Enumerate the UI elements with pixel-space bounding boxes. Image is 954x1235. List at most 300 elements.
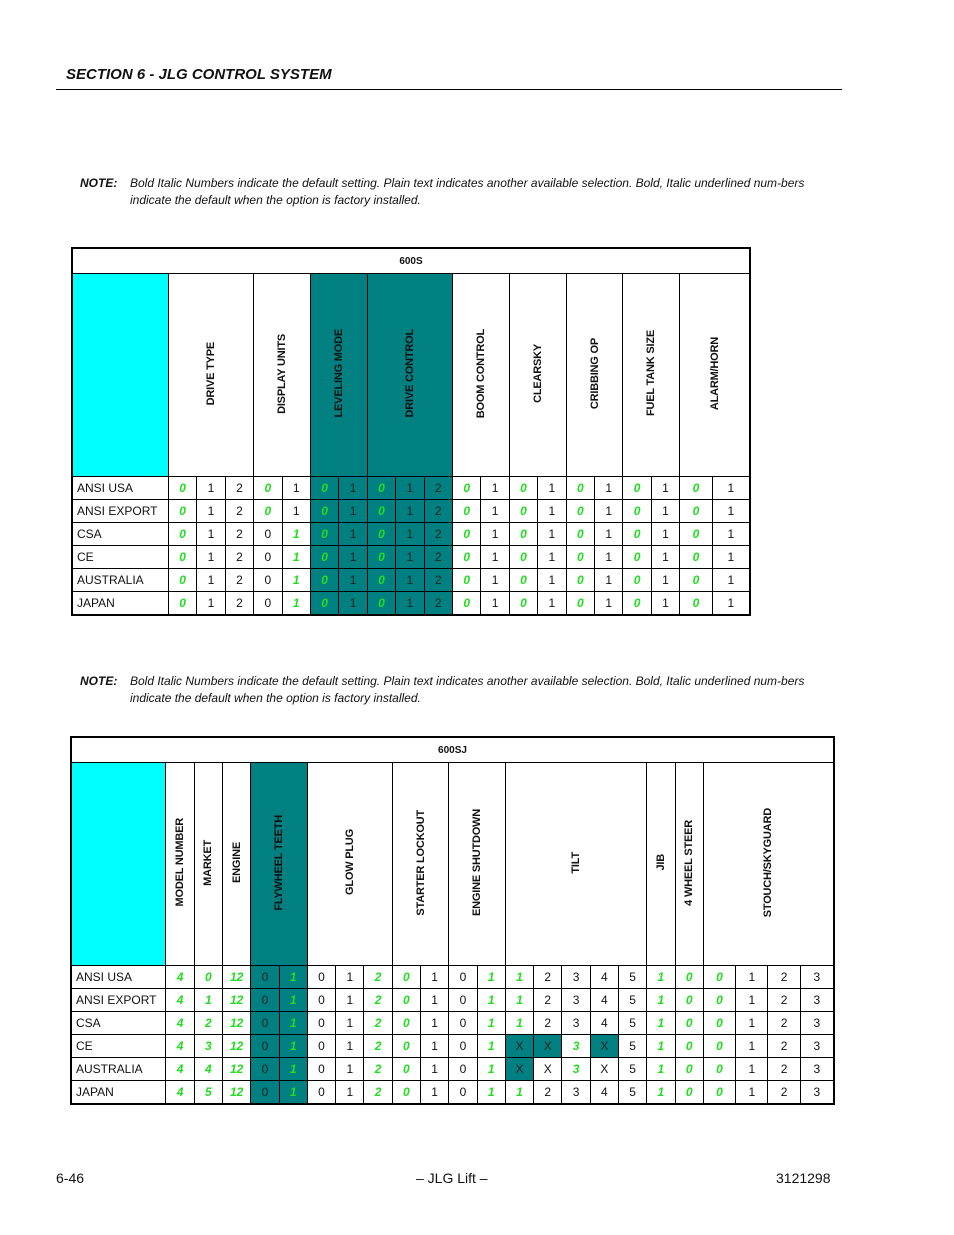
cell-value: 1 [605, 527, 613, 541]
cell-value: 2 [780, 1016, 788, 1030]
column-header [675, 763, 703, 966]
column-header [505, 763, 646, 966]
cell-value: 0 [403, 1039, 410, 1053]
table-cell [505, 1058, 533, 1081]
row-label: JAPAN [71, 1081, 166, 1105]
table-cell [651, 477, 679, 500]
cell-value: 4 [176, 1062, 184, 1076]
table-cell [534, 989, 562, 1012]
table-cell [392, 1035, 420, 1058]
cell-value: 3 [813, 1016, 821, 1030]
table-cell [703, 1035, 735, 1058]
cell-value: 1 [662, 596, 669, 610]
column-header [647, 763, 675, 966]
cell-value: 1 [406, 527, 414, 541]
cell-value: 3 [572, 1062, 580, 1076]
cell-value: 0 [576, 573, 584, 587]
cell-value: 4 [176, 1039, 184, 1053]
cell-value: 1 [289, 970, 297, 984]
cell-value: 0 [520, 550, 527, 564]
cell-value: 0 [318, 1016, 325, 1030]
cell-value: 1 [516, 1085, 523, 1099]
table-cell [396, 523, 424, 546]
row-label: ANSI EXPORT [72, 500, 168, 523]
footer-doc-number: 3121298 [776, 1170, 831, 1186]
table-cell [194, 1035, 222, 1058]
row-label: ANSI USA [72, 477, 168, 500]
table-cell [336, 1035, 364, 1058]
cell-value: 0 [378, 596, 385, 610]
table-cell [307, 989, 335, 1012]
table-cell [225, 523, 253, 546]
column-header [166, 763, 194, 966]
column-header [194, 763, 222, 966]
table-cell [623, 477, 651, 500]
table-row [72, 546, 750, 569]
table-cell [712, 569, 750, 592]
table-cell [647, 989, 675, 1012]
table-cell [647, 1035, 675, 1058]
cell-value: 0 [403, 993, 410, 1007]
table-cell [675, 966, 703, 989]
table-cell [800, 1035, 834, 1058]
table-cell [566, 569, 594, 592]
table-cell [449, 1081, 477, 1105]
cell-value: 0 [459, 1039, 467, 1053]
table-cell [562, 966, 590, 989]
cell-value: 1 [657, 1039, 665, 1053]
cell-value: 3 [205, 1039, 212, 1053]
cell-value: 0 [264, 527, 272, 541]
cell-value: 1 [662, 504, 669, 518]
table-cell [251, 989, 279, 1012]
cell-value: 12 [229, 1062, 244, 1076]
row-label: CE [72, 546, 168, 569]
table-cell [336, 1058, 364, 1081]
column-header-label: TILT [570, 851, 583, 874]
cell-value: 1 [406, 596, 414, 610]
table-cell [505, 1035, 533, 1058]
table-cell [279, 1035, 307, 1058]
cell-value: 2 [205, 1016, 212, 1030]
table-cell [339, 546, 367, 569]
cell-value: 0 [321, 550, 328, 564]
cell-value: 1 [491, 573, 499, 587]
table-cell [505, 1081, 533, 1105]
table-cell [424, 569, 452, 592]
table-cell [703, 1012, 735, 1035]
table-cell [481, 500, 509, 523]
column-header-label: BOOM CONTROL [474, 328, 487, 419]
table-cell [282, 569, 310, 592]
table-row [72, 592, 750, 616]
cell-value: X [600, 1039, 609, 1053]
table-cell [651, 592, 679, 616]
cell-value: 0 [179, 550, 186, 564]
cell-value: 1 [289, 993, 297, 1007]
cell-value: 1 [487, 970, 495, 984]
table-cell [647, 1058, 675, 1081]
table-cell [223, 1035, 251, 1058]
table-cell [336, 989, 364, 1012]
table-cell [310, 523, 338, 546]
cell-value: 0 [633, 527, 641, 541]
cell-value: 0 [321, 596, 328, 610]
cell-value: 1 [431, 1085, 438, 1099]
cell-value: 0 [576, 527, 584, 541]
cell-value: 0 [463, 527, 471, 541]
column-header [307, 763, 392, 966]
cell-value: 0 [692, 527, 700, 541]
cell-value: 1 [207, 573, 215, 587]
table-cell [651, 546, 679, 569]
cell-value: 0 [261, 993, 269, 1007]
cell-value: 1 [487, 993, 495, 1007]
cell-value: X [515, 1062, 524, 1076]
table-cell [590, 966, 618, 989]
cell-value: 0 [633, 504, 641, 518]
table-cell [282, 477, 310, 500]
cell-value: 0 [576, 550, 584, 564]
cell-value: 0 [378, 504, 385, 518]
cell-value: 0 [378, 481, 385, 495]
table-cell [225, 546, 253, 569]
cell-value: 1 [662, 527, 669, 541]
cell-value: 4 [176, 1085, 184, 1099]
table-cell [562, 989, 590, 1012]
cell-value: 1 [605, 550, 613, 564]
cell-value: 1 [657, 1016, 665, 1030]
cell-value: 0 [463, 550, 471, 564]
table-cell [651, 523, 679, 546]
table-cell [680, 592, 712, 616]
cell-value: X [600, 1062, 609, 1076]
table-cell [424, 477, 452, 500]
table-cell [194, 1081, 222, 1105]
cell-value: 0 [459, 1085, 467, 1099]
cell-value: 1 [292, 504, 300, 518]
table-cell [800, 1081, 834, 1105]
table-cell [566, 546, 594, 569]
cell-value: 1 [727, 481, 735, 495]
cell-value: 5 [205, 1085, 212, 1099]
column-header-label: CRIBBING OP [588, 337, 601, 410]
table-cell [481, 592, 509, 616]
cell-value: 12 [229, 1039, 244, 1053]
cell-value: 0 [692, 573, 700, 587]
table-row [71, 1081, 834, 1105]
table-cell [452, 592, 480, 616]
table-cell [168, 546, 196, 569]
cell-value: 1 [657, 1085, 665, 1099]
cell-value: 0 [692, 550, 700, 564]
cell-value: 1 [346, 1085, 354, 1099]
cell-value: 1 [406, 550, 414, 564]
column-header-label: MODEL NUMBER [174, 818, 187, 907]
note-label: NOTE: [80, 674, 118, 688]
table-cell [254, 546, 282, 569]
table-cell [477, 989, 505, 1012]
cell-value: 0 [261, 1085, 269, 1099]
table-cell [477, 1035, 505, 1058]
cell-value: 0 [716, 970, 723, 984]
cell-value: 5 [629, 1062, 636, 1076]
table-cell [590, 1035, 618, 1058]
cell-value: 1 [487, 1039, 495, 1053]
table-cell [197, 523, 225, 546]
table-cell [538, 592, 566, 616]
cell-value: 0 [459, 970, 467, 984]
cell-value: 1 [748, 1062, 756, 1076]
table-cell [481, 546, 509, 569]
cell-value: 0 [463, 504, 471, 518]
cell-value: 1 [207, 596, 215, 610]
cell-value: 1 [346, 1062, 354, 1076]
table-cell [623, 523, 651, 546]
table-cell [452, 546, 480, 569]
cell-value: 3 [813, 970, 821, 984]
table-cell [254, 569, 282, 592]
column-header-label: FLYWHEEL TEETH [273, 814, 286, 911]
cell-value: 0 [261, 1062, 269, 1076]
cell-value: 3 [572, 1039, 580, 1053]
table-cell [562, 1012, 590, 1035]
table-cell [703, 989, 735, 1012]
table-cell [538, 477, 566, 500]
cell-value: 1 [491, 504, 499, 518]
cell-value: 1 [727, 573, 735, 587]
column-header [449, 763, 506, 966]
cell-value: 0 [318, 970, 325, 984]
cell-value: 1 [605, 504, 613, 518]
table-cell [197, 546, 225, 569]
column-header [509, 274, 566, 477]
table-cell [364, 989, 392, 1012]
cell-value: 0 [261, 970, 269, 984]
table-cell [595, 569, 623, 592]
cell-value: 0 [459, 1016, 467, 1030]
table-cell [595, 477, 623, 500]
cell-value: 2 [780, 1062, 788, 1076]
table-cell [310, 592, 338, 616]
cell-value: 1 [548, 596, 556, 610]
cell-value: 1 [662, 573, 669, 587]
table-cell [449, 989, 477, 1012]
cell-value: 0 [264, 596, 272, 610]
table-cell [421, 1081, 449, 1105]
table-cell [800, 1058, 834, 1081]
note-text: Bold Italic Numbers indicate the default setting. Plain text indicates another available selection. Bold, Italic underlined num-bers indicate the default when the option is factory installed. [130, 176, 805, 207]
note-label: NOTE: [80, 176, 118, 190]
cell-value: 1 [406, 573, 414, 587]
column-header [168, 274, 253, 477]
cell-value: 1 [346, 993, 354, 1007]
table-cell [421, 989, 449, 1012]
table-row [72, 500, 750, 523]
cell-value: 1 [207, 550, 215, 564]
column-header [251, 763, 308, 966]
table-cell [534, 1035, 562, 1058]
cell-value: 1 [748, 1039, 756, 1053]
table-cell [392, 1081, 420, 1105]
table-cell [367, 500, 395, 523]
row-label: AUSTRALIA [72, 569, 168, 592]
table-cell [251, 1012, 279, 1035]
cell-value: 0 [403, 1016, 410, 1030]
cell-value: 0 [520, 596, 527, 610]
table-cell [623, 546, 651, 569]
cell-value: 0 [463, 596, 471, 610]
cell-value: 1 [349, 573, 357, 587]
table-cell [712, 523, 750, 546]
table-cell [424, 523, 452, 546]
cell-value: 2 [434, 481, 442, 495]
cell-value: 4 [176, 1016, 184, 1030]
table-cell [166, 989, 194, 1012]
cell-value: 1 [516, 993, 523, 1007]
cell-value: 2 [374, 1085, 382, 1099]
table-cell [392, 1012, 420, 1035]
table-cell [449, 1012, 477, 1035]
table-cell [367, 592, 395, 616]
cell-value: 3 [572, 993, 580, 1007]
table-cell [675, 1035, 703, 1058]
table-cell [675, 1081, 703, 1105]
cell-value: 2 [236, 481, 243, 495]
cell-value: 0 [321, 481, 328, 495]
table-cell [310, 546, 338, 569]
cell-value: 1 [548, 573, 556, 587]
table-cell [623, 500, 651, 523]
cell-value: 1 [605, 481, 613, 495]
table-cell [562, 1035, 590, 1058]
column-header-label: ALARM/HORN [708, 336, 721, 411]
table-cell [225, 569, 253, 592]
cell-value: 0 [685, 993, 693, 1007]
table-cell [223, 989, 251, 1012]
table-cell [194, 1012, 222, 1035]
cell-value: 2 [780, 993, 788, 1007]
cell-value: 1 [349, 596, 357, 610]
cell-value: 1 [491, 481, 499, 495]
column-header [680, 274, 750, 477]
table-cell [736, 1012, 768, 1035]
section-title: SECTION 6 - JLG CONTROL SYSTEM [66, 66, 332, 83]
column-header [310, 274, 367, 477]
table-cell [534, 966, 562, 989]
cell-value: 5 [629, 993, 636, 1007]
table-cell [168, 569, 196, 592]
header-row [71, 763, 834, 966]
cell-value: 0 [633, 550, 641, 564]
table-cell [477, 1058, 505, 1081]
column-header [367, 274, 452, 477]
cell-value: 1 [727, 527, 735, 541]
table-cell [800, 1012, 834, 1035]
table-cell [282, 523, 310, 546]
table-row [71, 989, 834, 1012]
table-cell [618, 1035, 646, 1058]
cell-value: 1 [289, 1085, 297, 1099]
table-cell [538, 546, 566, 569]
table-cell [623, 592, 651, 616]
cell-value: 0 [520, 527, 527, 541]
cell-value: 12 [229, 970, 244, 984]
cell-value: 0 [179, 527, 186, 541]
row-label: ANSI USA [71, 966, 166, 989]
cell-value: 3 [572, 970, 580, 984]
column-header [254, 274, 311, 477]
table-cell [736, 1035, 768, 1058]
table-600s [71, 247, 751, 616]
table-cell [712, 477, 750, 500]
table-cell [680, 477, 712, 500]
table-cell [279, 966, 307, 989]
column-header-label: LEVELING MODE [332, 329, 345, 418]
table-cell [675, 989, 703, 1012]
table-cell [367, 523, 395, 546]
table-cell [223, 1012, 251, 1035]
table-cell [225, 592, 253, 616]
table-cell [392, 966, 420, 989]
table-cell [251, 1081, 279, 1105]
title-row [72, 248, 750, 274]
cell-value: 1 [406, 504, 414, 518]
cell-value: 0 [378, 550, 385, 564]
cell-value: 0 [685, 970, 693, 984]
cell-value: 1 [292, 550, 300, 564]
cell-value: 1 [748, 1016, 756, 1030]
cell-value: 0 [576, 504, 584, 518]
cell-value: 4 [600, 1085, 608, 1099]
table-cell [424, 546, 452, 569]
cell-value: 1 [292, 573, 300, 587]
table-cell [618, 1012, 646, 1035]
cell-value: 0 [633, 573, 641, 587]
table-cell [279, 1012, 307, 1035]
column-header [392, 763, 449, 966]
cell-value: 1 [207, 504, 215, 518]
column-header [623, 274, 680, 477]
cell-value: 0 [318, 1039, 325, 1053]
cell-value: 0 [264, 550, 272, 564]
column-header-label: JIB [654, 854, 667, 871]
cell-value: 3 [813, 1039, 821, 1053]
cell-value: 0 [716, 1062, 723, 1076]
table-cell [254, 477, 282, 500]
table-cell [590, 989, 618, 1012]
cell-value: 0 [576, 481, 584, 495]
table-cell [449, 1058, 477, 1081]
table-cell [768, 1058, 800, 1081]
table-cell [647, 1012, 675, 1035]
table-row [72, 569, 750, 592]
cell-value: 1 [548, 504, 556, 518]
cell-value: 0 [459, 993, 467, 1007]
cell-value: 0 [685, 1039, 693, 1053]
cell-value: 2 [780, 1039, 788, 1053]
table-title: 600S [72, 248, 750, 274]
cell-value: 2 [236, 596, 243, 610]
table-cell [481, 477, 509, 500]
table-cell [339, 500, 367, 523]
column-header [223, 763, 251, 966]
cell-value: 0 [692, 481, 700, 495]
table-cell [675, 1058, 703, 1081]
table-cell [452, 500, 480, 523]
table-cell [166, 966, 194, 989]
cell-value: 1 [289, 1016, 297, 1030]
